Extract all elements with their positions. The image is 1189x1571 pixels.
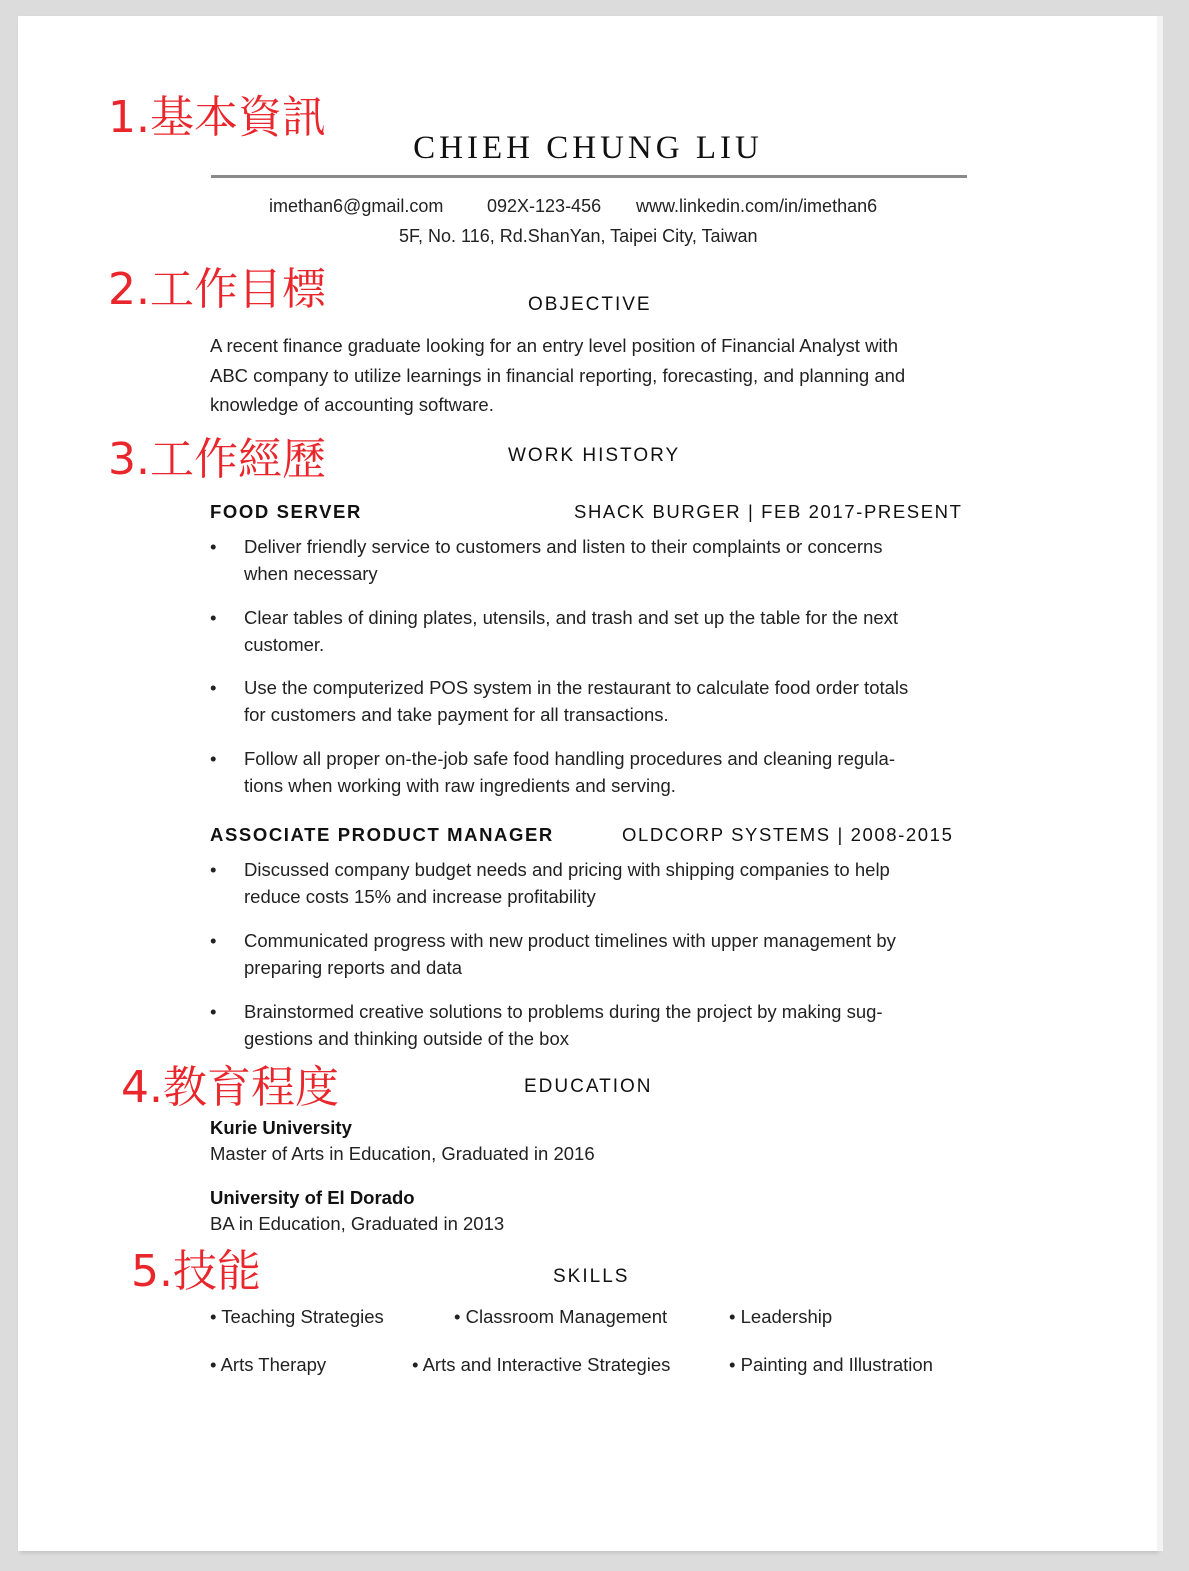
bullet-line: tions when working with raw ingredients and serving. <box>244 775 676 796</box>
bullet-dot-icon: • <box>210 607 217 628</box>
bullet-line: gestions and thinking outside of the box <box>244 1028 570 1049</box>
annotation-objective: 2.工作目標 <box>108 264 326 315</box>
objective-heading: OBJECTIVE <box>528 294 652 315</box>
objective-line: knowledge of accounting software. <box>210 394 494 415</box>
bullet-line: customer. <box>244 634 325 655</box>
skills-heading: SKILLS <box>553 1266 630 1287</box>
address-text: 5F, No. 116, Rd.ShanYan, Taipei City, Taiwan <box>399 226 758 246</box>
annotation-education: 4.教育程度 <box>121 1062 339 1113</box>
job-employer-dates: OLDCORP SYSTEMS | 2008-2015 <box>622 824 954 845</box>
degree-text: BA in Education, Graduated in 2013 <box>210 1213 505 1234</box>
annotation-work-history: 3.工作經歷 <box>108 434 326 485</box>
skill-item: • Arts and Interactive Strategies <box>412 1354 671 1375</box>
email-text: imethan6@gmail.com <box>269 196 444 216</box>
school-name: Kurie University <box>210 1117 352 1138</box>
skill-item: • Painting and Illustration <box>729 1354 933 1375</box>
bullet-line: for customers and take payment for all transactions. <box>244 704 669 725</box>
bullet-dot-icon: • <box>210 1001 217 1022</box>
bullet-line: Discussed company budget needs and pricing with shipping companies to help <box>244 859 890 880</box>
annotation-basic-info: 1.基本資訊 <box>108 92 326 143</box>
annotation-skills: 5.技能 <box>131 1246 261 1297</box>
bullet-dot-icon: • <box>210 859 217 880</box>
job-title: FOOD SERVER <box>210 501 362 522</box>
skill-item: • Classroom Management <box>454 1306 668 1327</box>
bullet-line: Deliver friendly service to customers and listen to their complaints or concerns <box>244 536 883 557</box>
bullet-line: Use the computerized POS system in the restaurant to calculate food order totals <box>244 677 909 698</box>
job-employer-dates: SHACK BURGER | FEB 2017-PRESENT <box>574 501 963 522</box>
bullet-dot-icon: • <box>210 677 217 698</box>
education-heading: EDUCATION <box>524 1076 653 1097</box>
bullet-line: preparing reports and data <box>244 957 463 978</box>
skill-item: • Leadership <box>729 1306 833 1327</box>
phone-text: 092X-123-456 <box>487 196 602 216</box>
job-title: ASSOCIATE PRODUCT MANAGER <box>210 824 554 845</box>
skill-item: • Teaching Strategies <box>210 1306 384 1327</box>
bullet-dot-icon: • <box>210 748 217 769</box>
work-history-heading: WORK HISTORY <box>508 445 681 466</box>
bullet-dot-icon: • <box>210 536 217 557</box>
objective-text <box>210 331 970 420</box>
bullet-line: when necessary <box>244 563 378 584</box>
bullet-line: reduce costs 15% and increase profitability <box>244 886 596 907</box>
school-name: University of El Dorado <box>210 1187 415 1208</box>
skill-item: • Arts Therapy <box>210 1354 327 1375</box>
objective-line: A recent finance graduate looking for an entry level position of Financial Analyst with <box>210 335 898 356</box>
bullet-dot-icon: • <box>210 930 217 951</box>
bullet-line: Brainstormed creative solutions to problems during the project by making sug- <box>244 1001 883 1022</box>
bullet-line: Clear tables of dining plates, utensils, and trash and set up the table for the next <box>244 607 899 628</box>
resume-page <box>18 16 1157 1551</box>
name-divider <box>211 175 967 178</box>
candidate-name: CHIEH CHUNG LIU <box>413 130 763 166</box>
bullet-line: Follow all proper on-the-job safe food handling procedures and cleaning regula- <box>244 748 895 769</box>
degree-text: Master of Arts in Education, Graduated in 2016 <box>210 1143 595 1164</box>
objective-line: ABC company to utilize learnings in financial reporting, forecasting, and planning and <box>210 364 906 386</box>
bullet-line: Communicated progress with new product timelines with upper management by <box>244 930 896 951</box>
linkedin-text: www.linkedin.com/in/imethan6 <box>636 196 878 216</box>
